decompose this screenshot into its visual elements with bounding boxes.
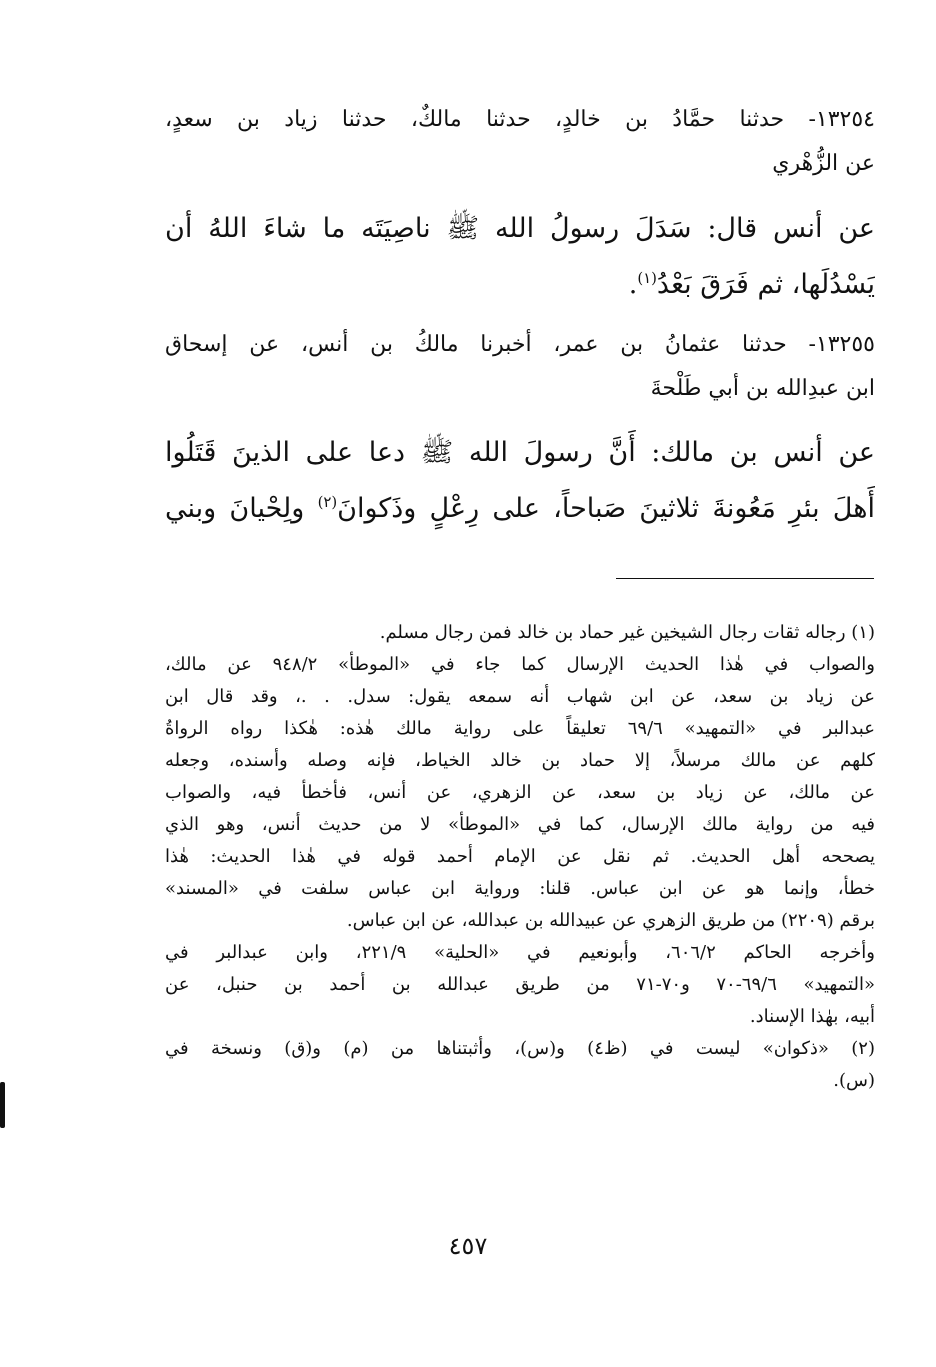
text-line (165, 262, 875, 318)
footnote-line: وأخرجه الحاكم ٦٠٦/٢، وأبونعيم في «الحلية» ٢٢١/٩، وابن عبدالبر في (165, 942, 875, 963)
text-segment: أَهلَ بئرِ مَعُونةَ ثلاثينَ صَباحاً، على رِعْلٍ وذَكوانَ (337, 493, 875, 524)
footnote-line: عن زياد بن سعد، عن ابن شهاب أنه سمعه يقول: سدل. . .، وقد قال ابن (165, 686, 875, 707)
footnote-separator (616, 578, 874, 579)
text-line (165, 486, 875, 542)
text-line: عن أنس بن مالك: أَنَّ رسولَ الله ﷺ دعا على الذينَ قَتَلُوا (165, 437, 875, 468)
footnote-line: كلهم عن مالك مرسلاً، إلا حماد بن خالد الخياط، فإنه وصله وأسنده، وجعله (165, 750, 875, 771)
footnote-line: (س). (833, 1070, 875, 1091)
scan-edge-mark (0, 1082, 5, 1128)
text-segment: . (628, 269, 638, 300)
footnote-line: برقم (٢٢٠٩) من طريق الزهري عن عبيدالله بن عبدالله، عن ابن عباس. (346, 910, 875, 931)
page-number: ٤٥٧ (448, 1232, 488, 1260)
footnotes (165, 617, 875, 1097)
chain-line: ١٣٢٥٥- حدثنا عثمانُ بن عمر، أخبرنا مالكُ بن أنس، عن إسحاق (165, 332, 875, 357)
hadith-13254-text (165, 206, 875, 318)
footnote-ref-1: (١) (637, 269, 657, 287)
chain-line: عن الزُّهْري (772, 151, 875, 176)
footnote-line: «التمهيد» ٦٩/٦-٧٠ و٧٠-٧١ من طريق عبدالله بن أحمد بن حنبل، عن (165, 974, 875, 995)
footnote-line: فيه من رواية مالك الإرسال، كما في «الموطأ» لا من حديث أنس، وهو الذي (165, 814, 875, 835)
text-segment: يَسْدُلَها، ثم فَرَقَ بَعْدُ (656, 269, 875, 300)
chain-line: ١٣٢٥٤- حدثنا حمَّادُ بن خالدٍ، حدثنا مالكٌ، حدثنا زياد بن سعدٍ، (165, 107, 875, 132)
hadith-13255-chain (165, 327, 875, 415)
footnote-line: (٢) «ذكوان» ليست في (ظ٤) و(س)، وأثبتناها من (م) و(ق) ونسخة في (165, 1038, 875, 1059)
footnote-line: يصححه أهل الحديث. ثم نقل عن الإمام أحمد قوله في هٰذا الحديث: هٰذا (165, 846, 875, 867)
hadith-13254-chain (165, 102, 875, 190)
footnote-line: عن مالك، عن زياد بن سعد، عن الزهري، عن أنس، فأخطأ فيه، والصواب (165, 782, 875, 803)
hadith-13255-text (165, 430, 875, 542)
footnote-line: خطأ، وإنما هو عن ابن عباس. قلنا: ورواية ابن عباس سلفت في «المسند» (165, 878, 875, 899)
footnote-ref-2: (٢) (317, 493, 338, 511)
footnote-line: والصواب في هٰذا الحديث الإرسال كما جاء في «الموطأ» ٩٤٨/٢ عن مالك، (165, 654, 875, 675)
text-segment: ولِحْيانَ وبني (165, 493, 318, 524)
footnote-line: أبيه، بهٰذا الإسناد. (749, 1006, 875, 1027)
text-line: عن أنس قال: سَدَلَ رسولُ الله ﷺ ناصِيَتَه ما شاءَ اللهُ أن (165, 213, 875, 244)
footnote-line: عبدالبر في «التمهيد» ٦٩/٦ تعليقاً على رواية مالك هٰذه: هٰكذا رواه الرواةُ (165, 718, 875, 739)
footnote-line: (١) رجاله ثقات رجال الشيخين غير حماد بن خالد فمن رجال مسلم. (379, 622, 875, 643)
chain-line: ابن عبدِالله بن أبي طَلْحةَ (650, 376, 875, 401)
